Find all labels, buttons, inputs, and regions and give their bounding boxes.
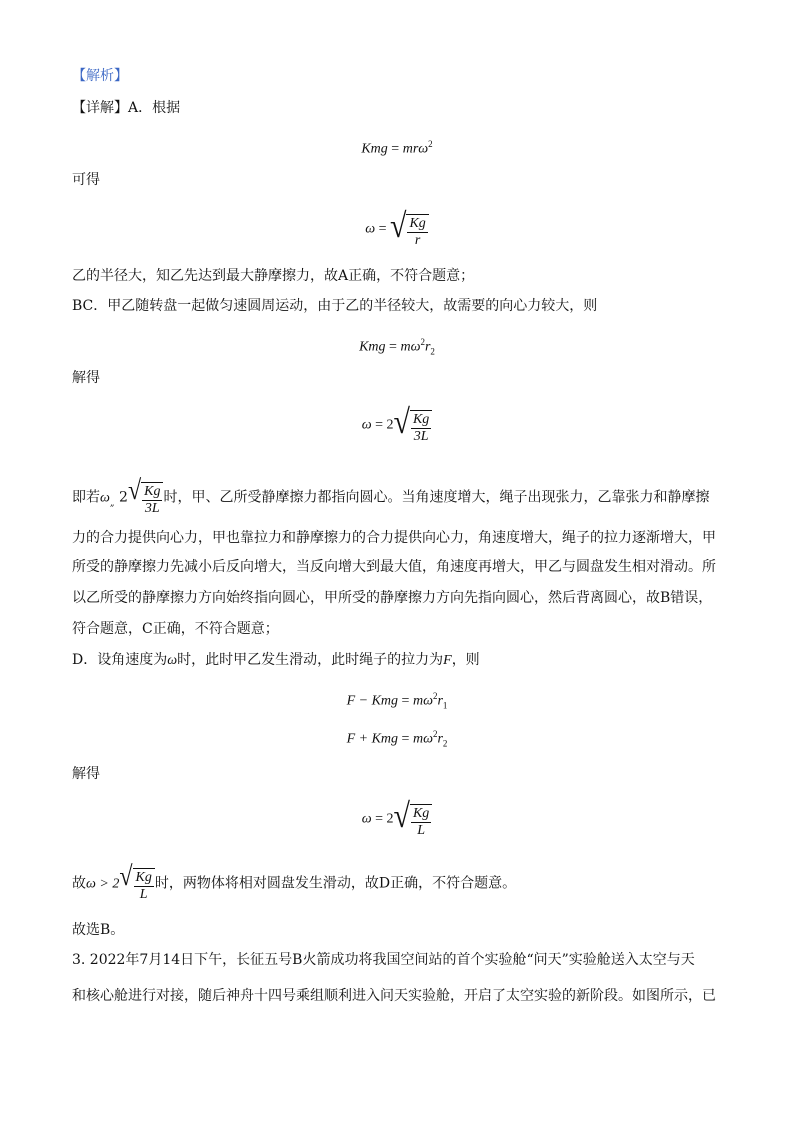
equation-4: ω = 2 √ $\frac{Kg}{3L}$ bbox=[0, 406, 794, 445]
equation-2: ω = √ $\frac{Kg}{r}$ bbox=[0, 210, 794, 249]
paragraph-line-2: 力的合力提供向心力，甲也靠拉力和静摩擦力的合力提供向心力，角速度增大，绳子的拉力逐渐增大，甲 bbox=[72, 530, 716, 546]
detail-intro: 【详解】A．根据 bbox=[72, 100, 181, 116]
paragraph-line-3: 所受的静摩擦力先减小后反向增大，当反向增大到最大值，角速度再增大，甲乙与圆盘发生相对滑动。所 bbox=[72, 559, 716, 575]
question-3-line-1: 3. 2022年7月14日下午，长征五号B火箭成功将我国空间站的首个实验舱“问天”实验舱送入太空与天 bbox=[72, 952, 695, 968]
d-intro: D．设角速度为ω时，此时甲乙发生滑动，此时绳子的拉力为F，则 bbox=[72, 652, 480, 668]
heading: 【解析】 bbox=[72, 68, 128, 84]
a-conclusion: 乙的半径大，知乙先达到最大静摩擦力，故A正确，不符合题意； bbox=[72, 268, 475, 284]
paragraph-line-5: 符合题意，C正确，不符合题意； bbox=[72, 621, 279, 637]
equation-5: F − Kmg = $m\omega^2r_1$ bbox=[346, 691, 448, 711]
equation-1: Kmg = mrω$^2$ bbox=[361, 139, 433, 157]
paragraph-gu: 故ω > 2 √ $\frac{Kg}{L}$ 时，两物体将相对圆盘发生滑动，故D正确，不符合题意。 bbox=[72, 862, 517, 902]
paragraph-ruo: 即若$\omega_„$ 2 √ $\frac{Kg}{3L}$ 时，甲、乙所受静摩擦力都指向圆心。当角速度增大，绳子出现张力，乙靠张力和静摩擦 bbox=[72, 476, 710, 516]
paragraph-line-4: 以乙所受的静摩擦力方向始终指向圆心，甲所受的静摩擦力方向先指向圆心，然后背离圆心，故B错误， bbox=[72, 590, 713, 606]
text-jiede-1: 解得 bbox=[72, 370, 100, 386]
equation-3: Kmg = $m\omega^2r_2$ bbox=[359, 337, 435, 357]
text-guxuan: 故选B。 bbox=[72, 922, 125, 938]
question-3-line-2: 和核心舱进行对接，随后神舟十四号乘组顺利进入问天实验舱，开启了太空实验的新阶段。如图所示，已 bbox=[72, 988, 716, 1004]
equation-7: ω = 2 √ $\frac{Kg}{L}$ bbox=[0, 800, 794, 839]
bc-intro: BC．甲乙随转盘一起做匀速圆周运动，由于乙的半径较大，故需要的向心力较大，则 bbox=[72, 298, 598, 314]
text-kede: 可得 bbox=[72, 172, 100, 188]
text-jiede-2: 解得 bbox=[72, 766, 100, 782]
equation-6: F + Kmg = $m\omega^2r_2$ bbox=[346, 729, 448, 749]
